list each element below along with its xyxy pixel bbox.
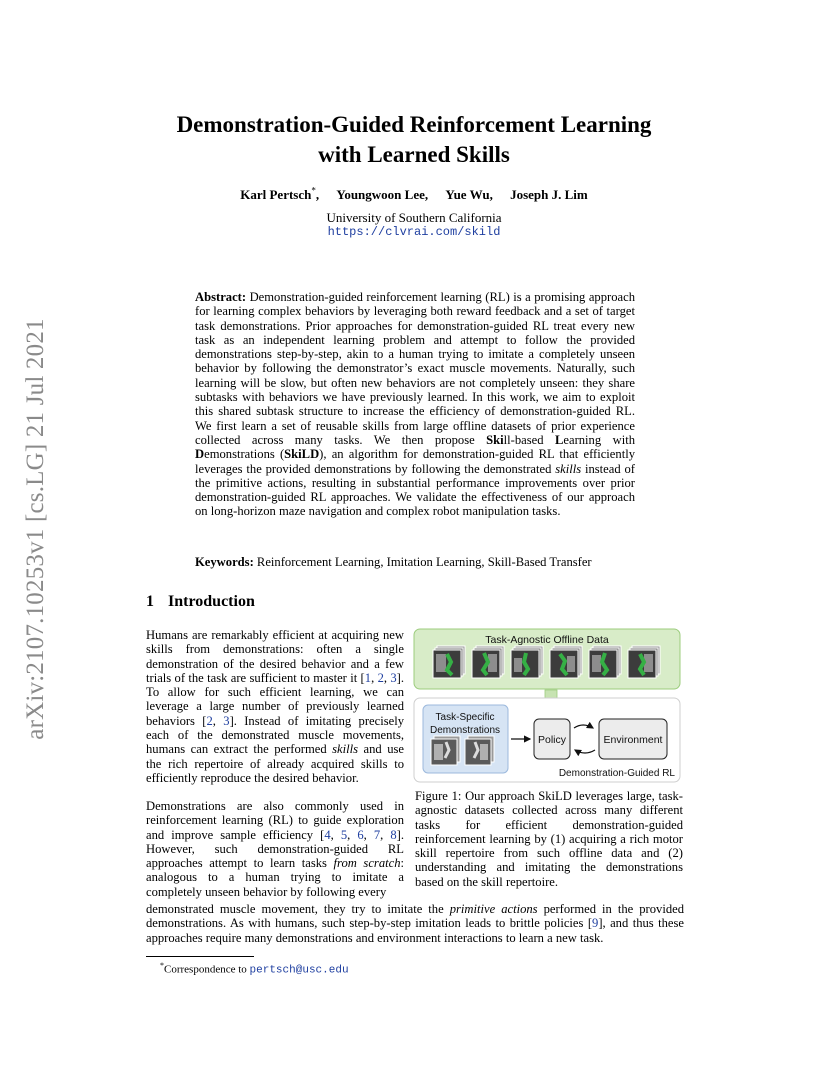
task-specific-label-1: Task-Specific (435, 712, 495, 723)
citation-link[interactable]: 9 (592, 916, 599, 931)
paper-title (0, 110, 828, 170)
title-line-2: with Learned Skills (318, 142, 510, 167)
robot-thumbnail (550, 646, 582, 678)
text-run: ]. However, such demonstration-guided RL approaches attempt to learn tasks (146, 827, 404, 871)
affiliation-block (0, 210, 828, 240)
footnote (160, 961, 349, 977)
keywords-label: Keywords: (195, 555, 254, 569)
robot-thumbnail (589, 646, 621, 678)
text-run: Demonstrations are also commonly used in reinforcement learning (RL) to guide exploration and improve sample efficiency [ (146, 799, 404, 842)
abstract (195, 290, 635, 519)
footnote-text: Correspondence to (164, 963, 250, 976)
offline-data-label: Task-Agnostic Offline Data (485, 634, 609, 646)
text-run: , (212, 713, 224, 728)
text-run: : analogous to a human trying to imitate a completely unseen behavior by following every (146, 856, 405, 899)
author-name: Karl Pertsch (240, 187, 312, 203)
citation-link[interactable]: 8 (390, 827, 397, 842)
skild-bold-2: L (554, 432, 564, 447)
citation-link[interactable]: 2 (206, 713, 213, 728)
environment-label: Environment (603, 734, 663, 746)
robot-thumbnail (472, 646, 504, 678)
skills-emph: skills (555, 461, 582, 476)
skild-acronym: SkiLD (284, 447, 320, 462)
skild-bold-1: Ski (486, 432, 504, 447)
project-url-link[interactable]: https://clvrai.com/skild (327, 225, 501, 239)
text-run: and use the rich repertoire of already acquired skills to efficiently reproduce the desired behavior. (146, 742, 404, 785)
skild-text-3: emonstrations ( (204, 447, 285, 462)
caption-label: Figure 1: (415, 789, 462, 803)
skild-bold-3: D (195, 447, 205, 462)
citation-link[interactable]: 3 (390, 670, 397, 685)
figure-1-caption (415, 789, 683, 889)
primitive-actions-emph: primitive actions (449, 902, 538, 916)
citation-link[interactable]: 3 (223, 713, 230, 728)
author-4: Joseph J. Lim (510, 187, 588, 203)
demo-guided-rl-label: Demonstration-Guided RL (558, 768, 675, 779)
citation-link[interactable]: 4 (324, 827, 331, 842)
skills-emph: skills (332, 742, 359, 757)
skild-text-4: ) (319, 447, 324, 462)
author-3: Yue Wu, (445, 187, 493, 203)
figure-1-diagram (413, 628, 685, 784)
keywords-text: Reinforcement Learning, Imitation Learning, Skill-Based Transfer (253, 555, 592, 569)
text-run: ], and thus these approaches require many demonstrations and environment interactions to learn a new task. (146, 916, 684, 945)
footnote-mark: * (311, 186, 316, 196)
abstract-text-2: , an algorithm for demonstration-guided RL that efficiently leverages the provided demonstrations by following the demonstrated (195, 447, 635, 476)
policy-label: Policy (537, 734, 567, 746)
section-heading (146, 593, 255, 611)
footnote-mark: * (160, 961, 164, 970)
section-number: 1 (146, 593, 154, 610)
skild-text-1: ll-based (503, 432, 555, 447)
text-run: ]. Instead of imitating precisely each of the demonstrated muscle movements, humans can extract the performed (146, 713, 404, 757)
footnote-rule (146, 956, 254, 957)
arxiv-identifier: arXiv:2107.10253v1 [cs.LG] 21 Jul 2021 (22, 318, 49, 740)
email-link[interactable]: pertsch@usc.edu (249, 964, 349, 977)
abstract-text-1: Demonstration-guided reinforcement learning (RL) is a promising approach for learning complex behaviors by leveraging both reward feedback and a set of target task demonstrations. Prior approaches for demonstration-guided RL treat every new task as an independent learning problem and attempt to follow the provided demonstrations step-by-step, akin to a human trying to imitate a completely unseen behavior by following the demonstrator’s exact muscle movements. Naturally, such learning will be slow, but often new behaviors are not completely unseen: they share subtasks with behaviors we have previously learned. In this work, we aim to exploit this shared subtask structure to increase the efficiency of demonstration-guided RL. We first learn a set of reusable skills from large offline datasets of prior experience collected across many tasks. We then propose (195, 290, 635, 447)
author-1: Karl Pertsch*, (240, 186, 320, 203)
caption-text: Our approach SkiLD leverages large, task-agnostic datasets collected across many different tasks for efficient demonstration-guided reinforcement learning by (1) acquiring a rich motor skill repertoire from such offline data and (2) understanding and imitating the demonstrations based on the skill repertoire. (415, 789, 683, 889)
keywords (195, 555, 635, 570)
robot-thumbnail (433, 646, 465, 678)
abstract-text-3: instead of the primitive actions, resulting in substantial performance improvements over prior demonstration-guided RL approaches. We validate the effectiveness of our approach on long-horizon maze navigation and complex robot manipulation tasks. (195, 461, 636, 519)
robot-thumbnail (628, 646, 660, 678)
intro-paragraph-2-continued (146, 902, 684, 945)
title-line-1: Demonstration-Guided Reinforcement Learning (176, 112, 652, 137)
robot-thumbnail (465, 736, 494, 765)
citation-link[interactable]: 7 (373, 827, 381, 842)
text-run: ]. To allow for such efficient learning, we can leverage a large number of previously learned behaviors [ (146, 670, 404, 728)
text-run: Humans are remarkably efficient at acquiring new skills from demonstrations: often a single demonstration of the desired behavior and a few trials of the task are sufficient to master it [ (146, 628, 404, 685)
author-list (0, 186, 828, 203)
abstract-label: Abstract: (195, 290, 247, 304)
skild-text-2: earning with (563, 432, 635, 447)
from-scratch-emph: from scratch (333, 856, 401, 871)
affiliation: University of Southern California (326, 210, 502, 225)
text-run: performed in the provided demonstrations. As with humans, such step-by-step imitation leads to brittle policies [ (146, 902, 685, 931)
author-2: Youngwoon Lee, (336, 187, 429, 203)
citation-link[interactable]: 2 (377, 670, 384, 685)
arxiv-stamp (16, 298, 56, 760)
citation-link[interactable]: 1 (364, 670, 372, 685)
intro-paragraph-2: Demonstrations are also commonly used in reinforcement learning (RL) to guide exploration and improve sample efficiency [4, 5, 6, 7, 8]. However, such demonstration-guided RL approaches attempt to learn tasks from scratch: analogous to a human trying to imitate a completely unseen behavior by following every (146, 799, 405, 899)
task-specific-label-2: Demonstrations (429, 725, 501, 736)
robot-thumbnail (511, 646, 543, 678)
text-run: demonstrated muscle movement, they try to imitate the (146, 902, 450, 916)
citation-link[interactable]: 6 (357, 827, 364, 842)
robot-thumbnail (431, 736, 460, 765)
section-title: Introduction (168, 593, 255, 610)
text-run: , (383, 670, 391, 685)
text-run: , (371, 670, 378, 685)
intro-paragraph-1 (146, 628, 404, 785)
citation-link[interactable]: 5 (340, 827, 348, 842)
